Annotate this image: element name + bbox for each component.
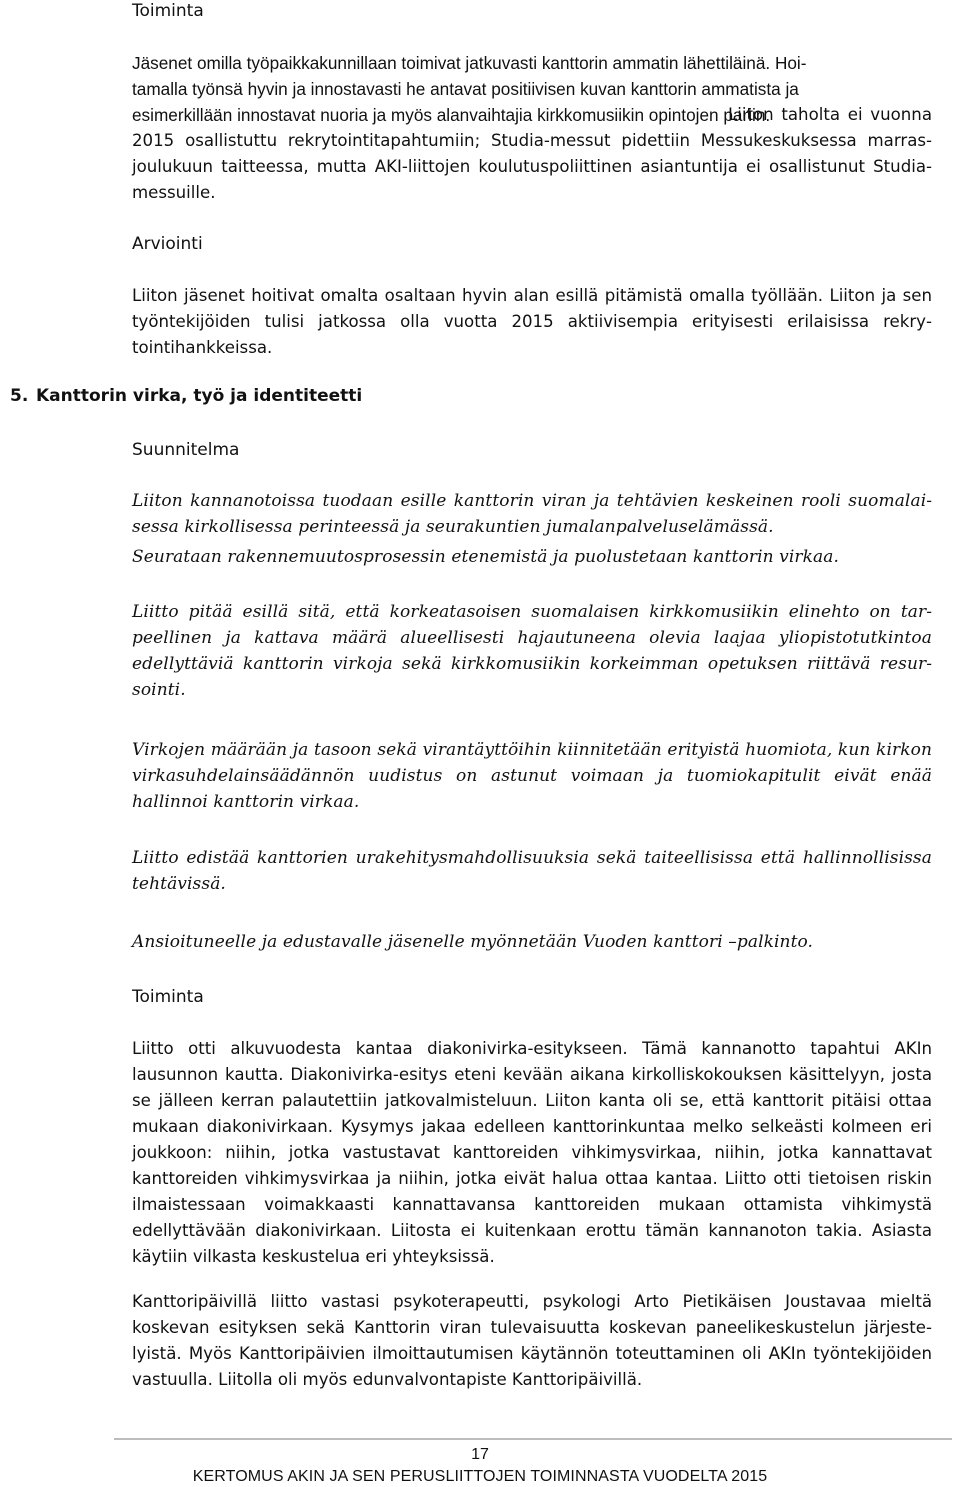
paragraph-toiminta-2-1: Liitto otti alkuvuodesta kantaa diakonivirka-esitykseen. Tämä kannanotto tapahtui AKIn lausunnon kautta. Diakonivirka-esitys eteni kevään aikana kirkolliskokouksen käsittelyyn, josta se jälleen kerran palautettiin jatkovalmisteluun. Liiton kanta oli se, että kanttorit pitäisi ottaa mukaan diakonivirkaan. Kysymys jakaa edelleen kanttorinkuntaa melko selkeästi kolmeen eri joukkoon: niihin, jotka vastustavat kanttoreiden vihkimysvirkaa, niihin, jotka kannattavat kanttoreiden vihkimysvirkaa ja niihin, jotka eivät halua ottaa kantaa. Liitto otti tietoisen riskin ilmaistessaan voimakkaasti kannattavansa kanttoreiden mukaan ottamista vihkimystä edellyttävään diakonivirkaan. Liitosta ei kuitenkaan erottu tämän kannanoton takia. Asiasta käytiin vilkasta keskustelua eri yhteyksissä. [132,1039,932,1266]
paragraph-suunnitelma-1: Liiton kannanotoissa tuodaan esille kanttorin viran ja tehtävien keskeinen rooli suomalaisessa kirkollisessa perinteessä ja seurakuntien jumalanpalveluselämässä. [132,491,932,537]
page-number: 17 [471,1446,489,1463]
paragraph-toiminta-2-2: Kanttoripäivillä liitto vastasi psykoterapeutti, psykologi Arto Pietikäisen Joustavaa mieltä koskevan esityksen sekä Kanttorin viran tulevaisuutta koskevan paneelikeskustelun järjestelyistä. Myös Kanttoripäivien ilmoittautumisen käytännön toteuttaminen oli AKIn työntekijöiden vastuulla. Liitolla oli myös edunvalvontapiste Kanttoripäivillä. [132,1292,932,1389]
section-number: 5. [10,386,29,406]
section-5-title [10,384,362,408]
section-title-text: Kanttorin virka, työ ja identiteetti [36,386,363,406]
paragraph-line: tamalla työnsä hyvin ja innostavasti he antavat positiivisen kuvan kanttorin ammatista ja [132,79,799,99]
heading-toiminta-2: Toiminta [132,987,204,1007]
heading-toiminta-1: Toiminta [132,1,204,21]
paragraph-arviointi: Liiton jäsenet hoitivat omalta osaltaan hyvin alan esillä pitämistä omalla työllään. Liiton ja sen työntekijöiden tulisi jatkossa olla vuotta 2015 aktiivisempia erityisesti erilaisissa rekrytointihankkeissa. [132,286,932,357]
paragraph-line: esimerkillään innostavat nuoria ja myös alanvaihtajia kirkkomusiikin opintojen pariin. [132,105,771,125]
paragraph-line: Jäsenet omilla työpaikkakunnillaan toimivat jatkuvasti kanttorin ammatin lähettiläinä. Hoi- [132,53,807,73]
footer-title: KERTOMUS AKIN JA SEN PERUSLIITTOJEN TOIMINNASTA VUODELTA 2015 [192,1468,768,1485]
paragraph-suunnitelma-3: Virkojen määrään ja tasoon sekä virantäyttöihin kiinnitetään erityistä huomiota, kun kirkon virkasuhdelainsäädännön uudistus on astunut voimaan ja tuomiokapitulit eivät enää hallinnoi kanttorin virkaa. [132,740,932,812]
heading-arviointi: Arviointi [132,234,203,254]
paragraph-suunnitelma-5: Ansioituneelle ja edustavalle jäsenelle myönnetään Vuoden kanttori –palkinto. [132,932,814,952]
paragraph-suunnitelma-4: Liitto edistää kanttorien urakehitysmahdollisuuksia sekä taiteellisissa että hallinnollisissa tehtävissä. [132,848,932,894]
paragraph-suunnitelma-2: Liitto pitää esillä sitä, että korkeatasoisen suomalaisen kirkkomusiikin elinehto on tarpeellinen ja kattava määrä alueellisesti hajautuneena olevia laajaa yliopistotutkintoa edellyttäviä kanttorin virkoja sekä kirkkomusiikin korkeimman opetuksen riittävä resursointi. [132,602,932,700]
footer-divider [114,1438,952,1440]
paragraph-toiminta-1-continued: Liiton taholta ei vuonna 2015 osallistuttu rekrytointitapahtumiin; Studia-messut pidettiin Messukeskuksessa marras-joulukuun taitteessa, mutta AKI-liittojen koulutuspoliittinen asiantuntija ei osallistunut Studia-messuille. [132,105,932,202]
paragraph-suunnitelma-1b: Seurataan rakennemuutosprosessin etenemistä ja puolustetaan kanttorin virkaa. [132,547,840,567]
heading-suunnitelma: Suunnitelma [132,440,240,460]
